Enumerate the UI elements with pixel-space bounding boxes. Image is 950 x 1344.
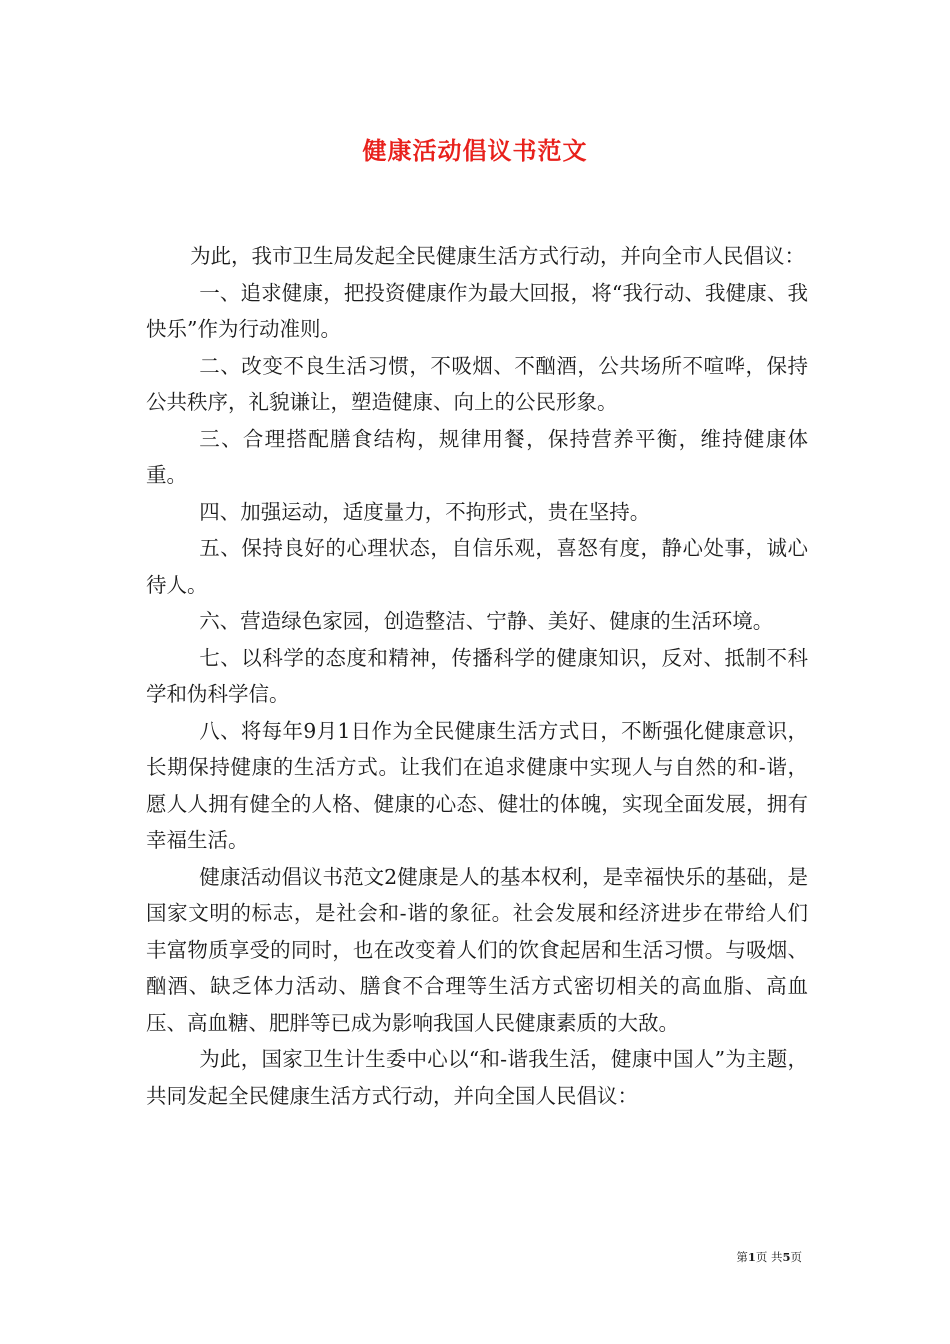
footer-prefix: 第 — [736, 1250, 748, 1264]
paragraph-item-1: 一、追求健康，把投资健康作为最大回报，将“我行动、我健康、我快乐”作为行动准则。 — [146, 280, 808, 341]
paragraph-item-5: 五、保持良好的心理状态，自信乐观，喜怒有度，静心处事，诚心待人。 — [146, 536, 808, 597]
footer-current-page: 1 — [747, 1250, 756, 1264]
paragraph-item-8: 八、将每年9月1日作为全民健康生活方式日，不断强化健康意识，长期保持健康的生活方式。让我们在追求健康中实现人与自然的和-谐，愿人人拥有健全的人格、健康的心态、健壮的体魄，实现全面发展，拥有幸福生活。 — [146, 718, 808, 852]
footer-middle: 页 共 — [755, 1250, 783, 1264]
paragraph-item-6: 六、营造绿色家园，创造整洁、宁静、美好、健康的生活环境。 — [199, 609, 774, 633]
footer-total-pages: 5 — [782, 1250, 791, 1264]
footer-suffix: 页 — [790, 1250, 802, 1264]
paragraph-item-2: 二、改变不良生活习惯，不吸烟、不酗酒，公共场所不喧哗，保持公共秩序，礼貌谦让，塑造健康、向上的公民形象。 — [146, 353, 808, 414]
paragraph-intro: 为此，我市卫生局发起全民健康生活方式行动，并向全市人民倡议： — [190, 244, 806, 268]
paragraph-item-4: 四、加强运动，适度量力，不拘形式，贵在坚持。 — [199, 499, 651, 524]
paragraph-sample-2: 健康活动倡议书范文2健康是人的基本权利，是幸福快乐的基础，是国家文明的标志，是社会和-谐的象征。社会发展和经济进步在带给人们丰富物质享受的同时，也在改变着人们的饮食起居和生活习惯。与吸烟、酗酒、缺乏体力活动、膳食不合理等生活方式密切相关的高血脂、高血压、高血糖、肥胖等已成为影响我国人民健康素质的大敌。 — [146, 864, 808, 1035]
document-body — [146, 238, 808, 1114]
paragraph-item-3: 三、合理搭配膳食结构，规律用餐，保持营养平衡，维持健康体重。 — [146, 426, 808, 487]
page-number-footer — [736, 1249, 802, 1265]
paragraph-item-7: 七、以科学的态度和精神，传播科学的健康知识，反对、抵制不科学和伪科学信。 — [146, 645, 808, 706]
document-title: 健康活动倡议书范文 — [362, 136, 588, 165]
paragraph-closing: 为此，国家卫生计生委中心以“和-谐我生活，健康中国人”为主题，共同发起全民健康生活方式行动，并向全国人民倡议： — [146, 1047, 808, 1108]
